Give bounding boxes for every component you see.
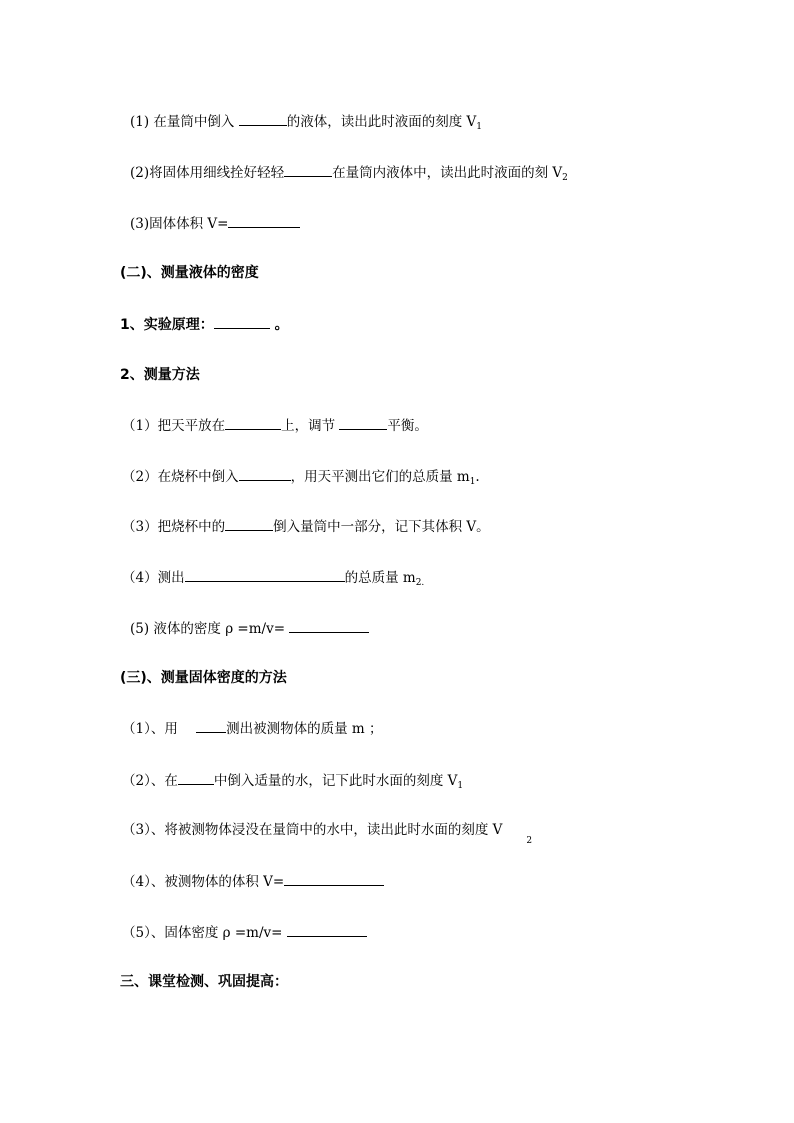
step-1-add-liquid: (1) 在量筒中倒入 的液体，读出此时液面的刻度 $V_1$: [130, 111, 482, 137]
liquid-step-2: （2）在烧杯中倒入 ，用天平测出它们的总质量 $m_1$.: [122, 466, 480, 492]
answer-blank: [196, 718, 226, 733]
answer-blank: [225, 516, 273, 531]
answer-blank: [214, 314, 270, 329]
solid-step-4: （4）、被测物体的体积 V=: [122, 871, 384, 892]
section-heading-classroom-check: 三、课堂检测、巩固提高：: [120, 974, 288, 990]
answer-blank: [239, 466, 291, 481]
solid-step-2: （2）、在 中倒入适量的水，记下此时水面的刻度 $V_1$: [122, 770, 463, 796]
answer-blank: [284, 162, 332, 177]
liquid-step-4: （4）测出 的总质量 $m_{2.}$: [122, 567, 424, 593]
solid-step-1: （1）、用 测出被测物体的质量 m ；: [122, 718, 383, 739]
solid-density-formula: （5）、固体密度 ρ =m/v=: [122, 922, 367, 943]
answer-blank: [287, 922, 367, 937]
liquid-step-1: （1）把天平放在 上，调节 平衡。: [122, 415, 428, 436]
answer-blank: [239, 111, 287, 126]
step-2-immerse-solid: (2)将固体用细线拴好轻轻 在量筒内液体中，读出此时液面的刻 $V_2$: [130, 162, 568, 188]
section-heading-liquid-density: (二)、测量液体的密度: [120, 265, 259, 281]
liquid-density-formula: (5) 液体的密度 ρ =m/v=: [130, 618, 369, 639]
answer-blank: [339, 415, 387, 430]
method-heading: 2、测量方法: [120, 367, 200, 383]
solid-step-3: （3）、将被测物体浸没在量筒中的水中，读出此时水面的刻度 $V_2$: [122, 822, 533, 846]
answer-blank: [178, 770, 214, 785]
answer-blank: [225, 415, 281, 430]
section-heading-solid-density: (三)、测量固体密度的方法: [120, 670, 287, 686]
principle-line: 1、实验原理： 。: [120, 314, 289, 335]
answer-blank: [284, 871, 384, 886]
liquid-step-3: （3）把烧杯中的 倒入量筒中一部分，记下其体积 V。: [122, 516, 490, 537]
step-3-solid-volume: (3)固体体积 V=: [130, 213, 300, 234]
answer-blank: [289, 618, 369, 633]
answer-blank: [185, 567, 345, 582]
answer-blank: [228, 213, 300, 228]
